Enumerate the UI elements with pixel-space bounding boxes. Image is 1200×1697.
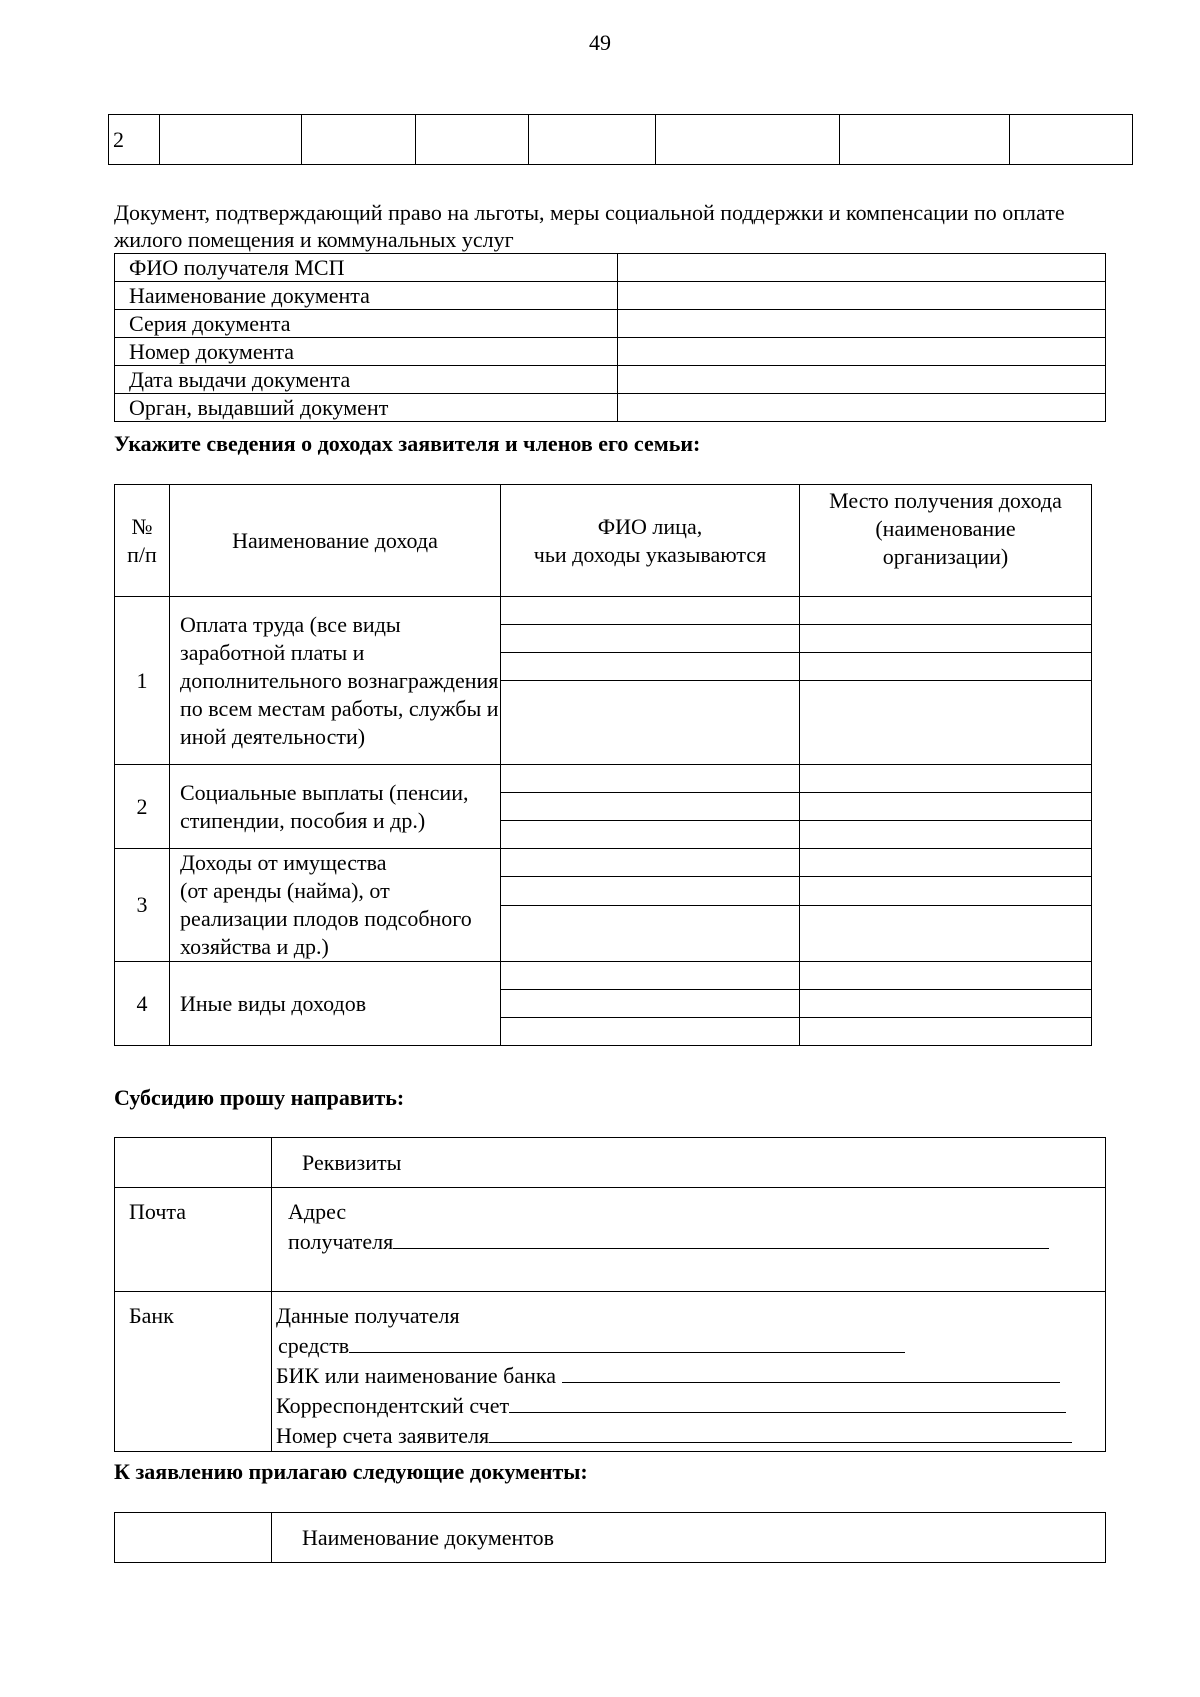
subsidy-table [114, 1137, 1106, 1452]
field-value[interactable] [618, 282, 1106, 310]
column-header-person: ФИО лица, чьи доходы указываются [501, 485, 800, 597]
row-number: 4 [115, 962, 170, 1046]
bank-recipient-field[interactable] [349, 1330, 905, 1353]
post-address-field[interactable] [393, 1226, 1049, 1249]
empty-cell [115, 1513, 272, 1563]
row-number-cell: 2 [109, 115, 160, 165]
place-field[interactable] [800, 681, 1092, 765]
place-field[interactable] [800, 793, 1092, 821]
field-value[interactable] [618, 254, 1106, 282]
row-number: 1 [115, 597, 170, 765]
empty-cell[interactable] [1010, 115, 1133, 165]
income-heading: Укажите сведения о доходах заявителя и членов его семьи: [114, 431, 701, 456]
person-field[interactable] [501, 681, 800, 765]
income-table [114, 484, 1092, 1046]
field-label: Дата выдачи документа [115, 366, 618, 394]
attachments-heading: К заявлению прилагаю следующие документы: [114, 1459, 588, 1484]
row-number: 3 [115, 849, 170, 962]
bank-label: Банк [115, 1292, 272, 1452]
place-field[interactable] [800, 821, 1092, 849]
bik-field[interactable] [562, 1360, 1060, 1383]
place-field[interactable] [800, 990, 1092, 1018]
bank-recipient-label: Данные получателя [276, 1303, 460, 1328]
person-field[interactable] [501, 625, 800, 653]
corr-account-field[interactable] [509, 1390, 1066, 1413]
column-header-place: Место получения дохода (наименование организации) [800, 485, 1092, 597]
income-type: Доходы от имущества (от аренды (найма), от реализации плодов подсобного хозяйства и др.) [170, 849, 501, 962]
person-field[interactable] [501, 653, 800, 681]
empty-cell[interactable] [840, 115, 1010, 165]
place-field[interactable] [800, 653, 1092, 681]
post-address-cell [272, 1188, 1106, 1292]
post-label: Почта [115, 1188, 272, 1292]
post-recipient-label: получателя [288, 1229, 394, 1254]
post-address-label: Адрес [288, 1199, 347, 1224]
bik-label: БИК или наименование банка [276, 1363, 562, 1388]
person-field[interactable] [501, 765, 800, 793]
account-number-field[interactable] [489, 1420, 1072, 1443]
income-type: Социальные выплаты (пенсии, стипендии, пособия и др.) [170, 765, 501, 849]
person-field[interactable] [501, 990, 800, 1018]
column-header-number: № п/п [115, 485, 170, 597]
empty-cell [115, 1138, 272, 1188]
empty-cell[interactable] [529, 115, 656, 165]
place-field[interactable] [800, 597, 1092, 625]
place-field[interactable] [800, 765, 1092, 793]
field-value[interactable] [618, 310, 1106, 338]
previous-table-continuation [108, 114, 1133, 165]
place-field[interactable] [800, 962, 1092, 990]
person-field[interactable] [501, 597, 800, 625]
msp-document-table [114, 253, 1106, 422]
field-label: Орган, выдавший документ [115, 394, 618, 422]
income-type: Иные виды доходов [170, 962, 501, 1046]
person-field[interactable] [501, 905, 800, 962]
place-field[interactable] [800, 905, 1092, 962]
row-number: 2 [115, 765, 170, 849]
corr-account-label: Корреспондентский счет [276, 1393, 510, 1418]
column-header-requisites: Реквизиты [272, 1138, 1106, 1188]
field-value[interactable] [618, 394, 1106, 422]
page-number: 49 [589, 30, 611, 55]
msp-document-heading: Документ, подтверждающий право на льготы, меры социальной поддержки и компенсации по оплате жилого помещения и коммунальных услуг [114, 200, 1065, 252]
account-number-label: Номер счета заявителя [276, 1423, 490, 1448]
person-field[interactable] [501, 877, 800, 905]
empty-cell[interactable] [302, 115, 416, 165]
place-field[interactable] [800, 625, 1092, 653]
place-field[interactable] [800, 849, 1092, 877]
person-field[interactable] [501, 849, 800, 877]
field-label: Серия документа [115, 310, 618, 338]
empty-cell[interactable] [656, 115, 840, 165]
field-label: Наименование документа [115, 282, 618, 310]
field-value[interactable] [618, 338, 1106, 366]
column-header-documents: Наименование документов [272, 1513, 1106, 1563]
empty-cell[interactable] [416, 115, 529, 165]
bank-recipient-label-cont: средств [278, 1333, 350, 1358]
field-label: ФИО получателя МСП [115, 254, 618, 282]
person-field[interactable] [501, 962, 800, 990]
field-label: Номер документа [115, 338, 618, 366]
field-value[interactable] [618, 366, 1106, 394]
person-field[interactable] [501, 793, 800, 821]
bank-details-cell [272, 1292, 1106, 1452]
person-field[interactable] [501, 821, 800, 849]
column-header-income-name: Наименование дохода [170, 485, 501, 597]
attachments-table [114, 1512, 1106, 1563]
person-field[interactable] [501, 1018, 800, 1046]
income-type: Оплата труда (все виды заработной платы и дополнительного вознаграждения по всем местам работы, службы и иной деятельности) [170, 597, 501, 765]
subsidy-heading: Субсидию прошу направить: [114, 1085, 405, 1110]
place-field[interactable] [800, 1018, 1092, 1046]
empty-cell[interactable] [160, 115, 302, 165]
place-field[interactable] [800, 877, 1092, 905]
